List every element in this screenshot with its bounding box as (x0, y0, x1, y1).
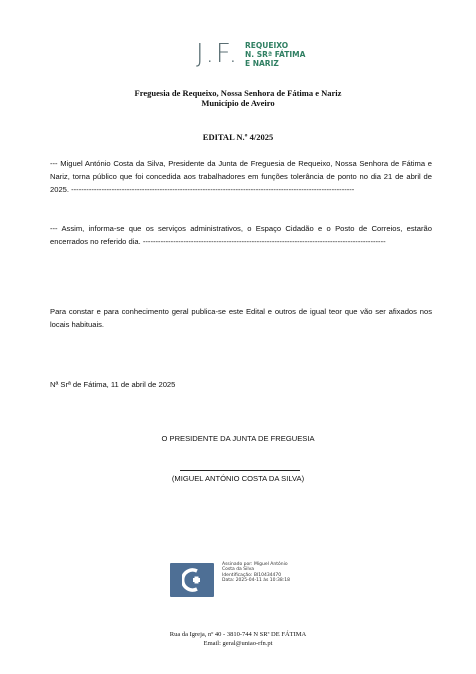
logo-text (245, 41, 305, 68)
paragraph-publication: Para constar e para conhecimento geral publica-se este Edital e outros de igual teor que vão ser afixados nos locais habituais. (50, 307, 432, 330)
document-footer (0, 631, 476, 648)
paragraph-announcement: --- Miguel António Costa da Silva, Presidente da Junta de Freguesia de Requeixo, Nossa Senhora de Fátima e Nariz, torna público que foi concedida aos trabalhadores em funções tolerância de ponto no dia 21 de abril de 2025. ---------------------------------------------------------------------------------------------------------------- (50, 159, 432, 195)
signature-info-line: Identificação: BI10434470 (222, 572, 282, 578)
parish-name: Freguesia de Requeixo, Nossa Senhora de Fátima e Nariz (134, 88, 342, 98)
logo-line: E NARIZ (244, 58, 279, 68)
signature-info-line: Data: 2025-04-11 às 10:38:18 (222, 577, 291, 583)
signatory-name: (MIGUEL ANTÓNIO COSTA DA SILVA) (171, 474, 305, 483)
footer-address: Rua da Igreja, nº 40 - 3810-744 N SRª DE FÁTIMA (169, 631, 307, 638)
digital-signature-badge (170, 563, 214, 597)
signature-info-line: Costa da Silva (222, 567, 255, 573)
logo-line: N. SRª FÁTIMA (244, 49, 306, 59)
jf-logo (196, 38, 305, 70)
municipality-name: Município de Aveiro (201, 98, 275, 108)
digital-signature-icon (182, 568, 202, 592)
footer-email: Email: geral@uniao-rfn.pt (203, 639, 273, 647)
signature-info-line: Assinado por: Miguel António (222, 562, 288, 567)
date-line: Nª Srª de Fátima, 11 de abril de 2025 (50, 380, 176, 389)
signatory-role: O PRESIDENTE DA JUNTA DE FREGUESIA (161, 434, 315, 443)
paragraph-closure: --- Assim, informa-se que os serviços administrativos, o Espaço Cidadão e o Posto de Correios, estarão encerrados no referido dia. ------------------------------------------------------------------------------------------------ (50, 224, 432, 247)
digital-signature-info (222, 562, 290, 583)
signature-line (180, 470, 300, 471)
document-title: EDITAL N.º 4/2025 (202, 132, 274, 142)
logo-line: REQUEIXO (244, 40, 289, 50)
document-header (0, 88, 476, 108)
logo-mark: J.F. (196, 39, 239, 69)
